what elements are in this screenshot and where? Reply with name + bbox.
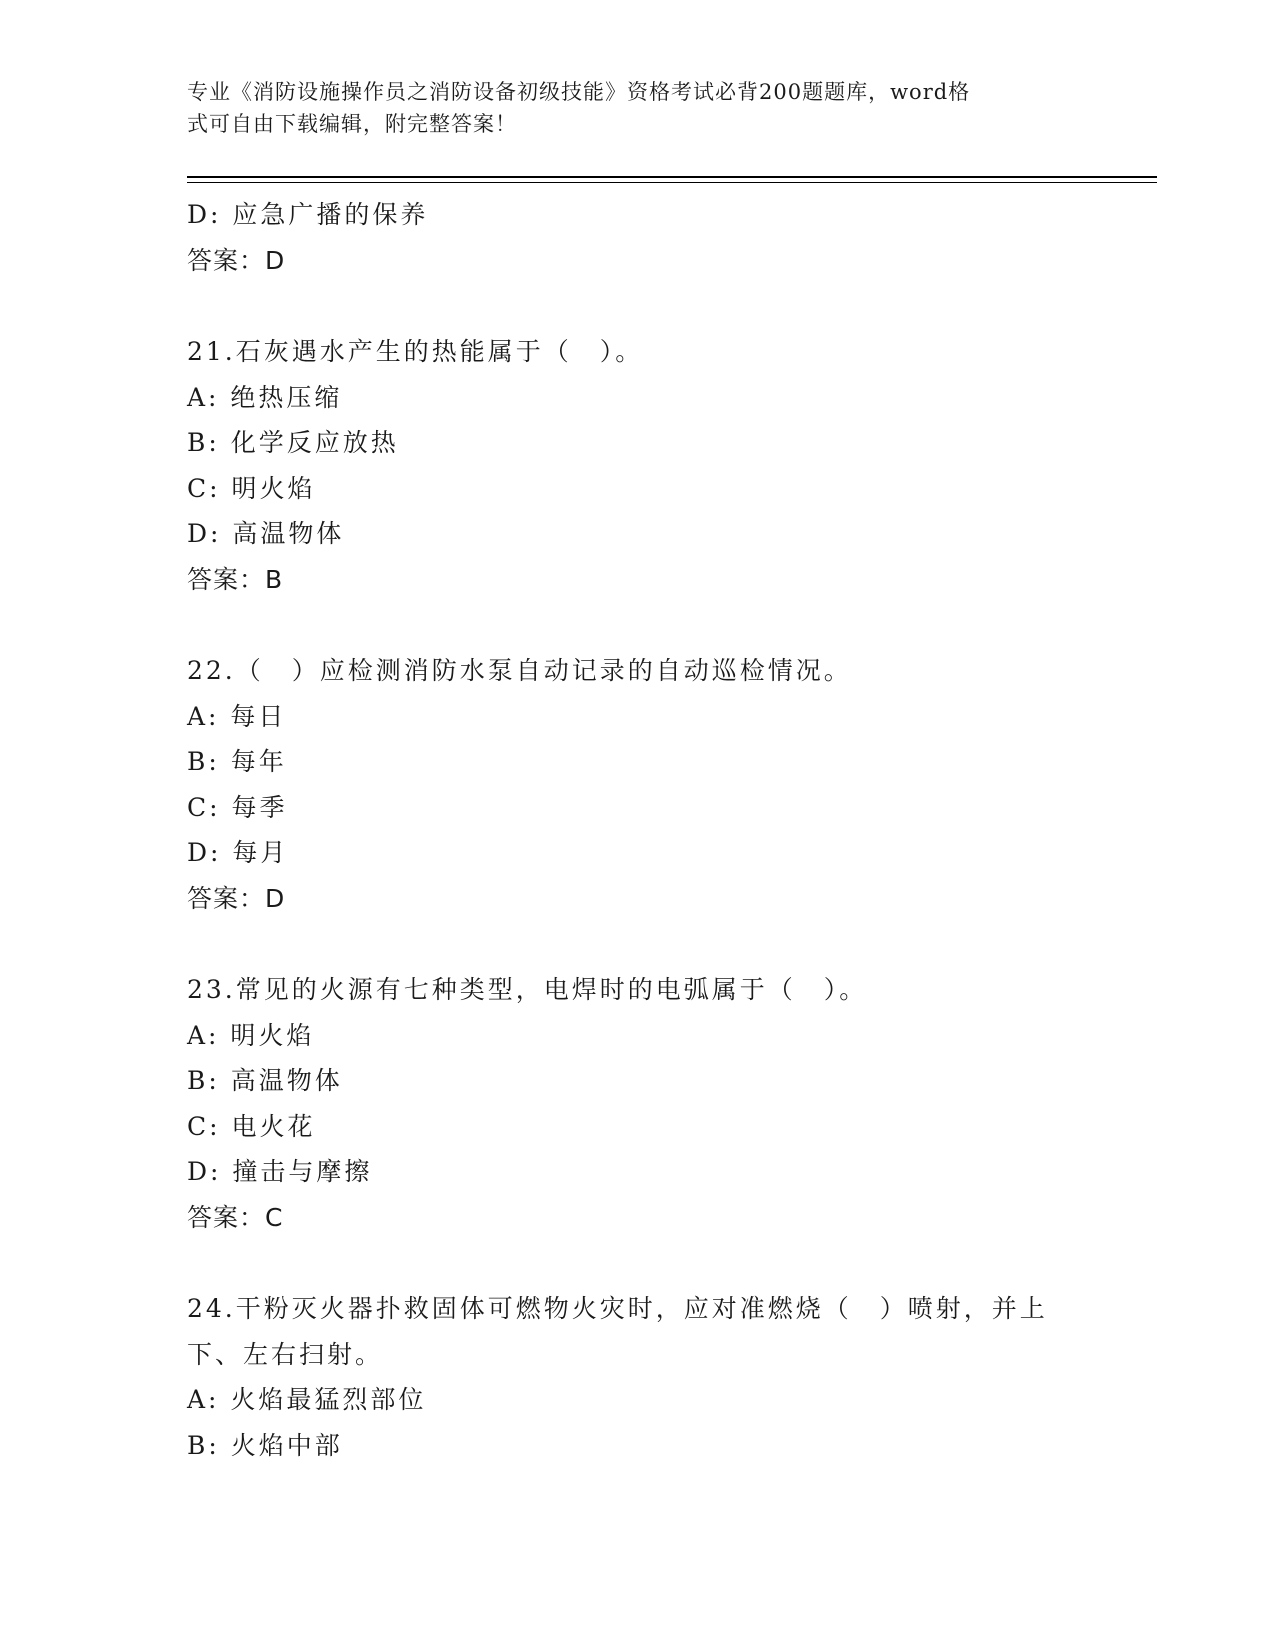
option-d: D: 每月 xyxy=(187,838,289,867)
option-c: C: 每季 xyxy=(187,792,288,822)
option-d: D: 撞击与摩擦 xyxy=(187,1157,373,1186)
question-list xyxy=(187,192,1077,1468)
option-d: D: 应急广播的保养 xyxy=(187,200,429,229)
option-a: A: 火焰最猛烈部位 xyxy=(187,1385,427,1414)
header-divider-thick xyxy=(187,176,1157,178)
spacer xyxy=(187,602,1077,648)
question-24-text-line-2: 下、左右扫射。 xyxy=(187,1339,384,1369)
option-a: A: 绝热压缩 xyxy=(187,382,343,412)
question-21-text: 21.石灰遇水产生的热能属于（ ）。 xyxy=(187,337,644,366)
option-b: B: 高温物体 xyxy=(187,1066,343,1095)
question-23-text: 23.常见的火源有七种类型，电焊时的电弧属于（ ）。 xyxy=(187,975,868,1004)
spacer xyxy=(187,283,1077,329)
answer-line: 答案：C xyxy=(187,1202,284,1232)
header-divider-thin xyxy=(187,182,1157,183)
option-a: A: 明火焰 xyxy=(187,1020,315,1050)
answer-line: 答案：D xyxy=(187,245,286,275)
answer-line: 答案：D xyxy=(187,883,286,913)
question-22-text: 22.（ ）应检测消防水泵自动记录的自动巡检情况。 xyxy=(187,656,852,685)
answer-line: 答案：B xyxy=(187,564,284,594)
spacer xyxy=(187,1240,1077,1286)
document-header xyxy=(187,76,1067,140)
option-b: B: 火焰中部 xyxy=(187,1430,343,1460)
header-line-1: 专业《消防设施操作员之消防设备初级技能》资格考试必背200题题库，word格 xyxy=(187,80,971,104)
spacer xyxy=(187,921,1077,967)
option-b: B: 化学反应放热 xyxy=(187,428,399,457)
option-a: A: 每日 xyxy=(187,701,287,731)
option-c: C: 电火花 xyxy=(187,1111,316,1141)
question-24-text-line-1: 24.干粉灭火器扑救固体可燃物火灾时，应对准燃烧（ ）喷射，并上 xyxy=(187,1294,1048,1323)
option-c: C: 明火焰 xyxy=(187,473,316,503)
option-b: B: 每年 xyxy=(187,747,287,776)
option-d: D: 高温物体 xyxy=(187,519,345,548)
header-line-2: 式可自由下载编辑，附完整答案！ xyxy=(187,112,517,136)
